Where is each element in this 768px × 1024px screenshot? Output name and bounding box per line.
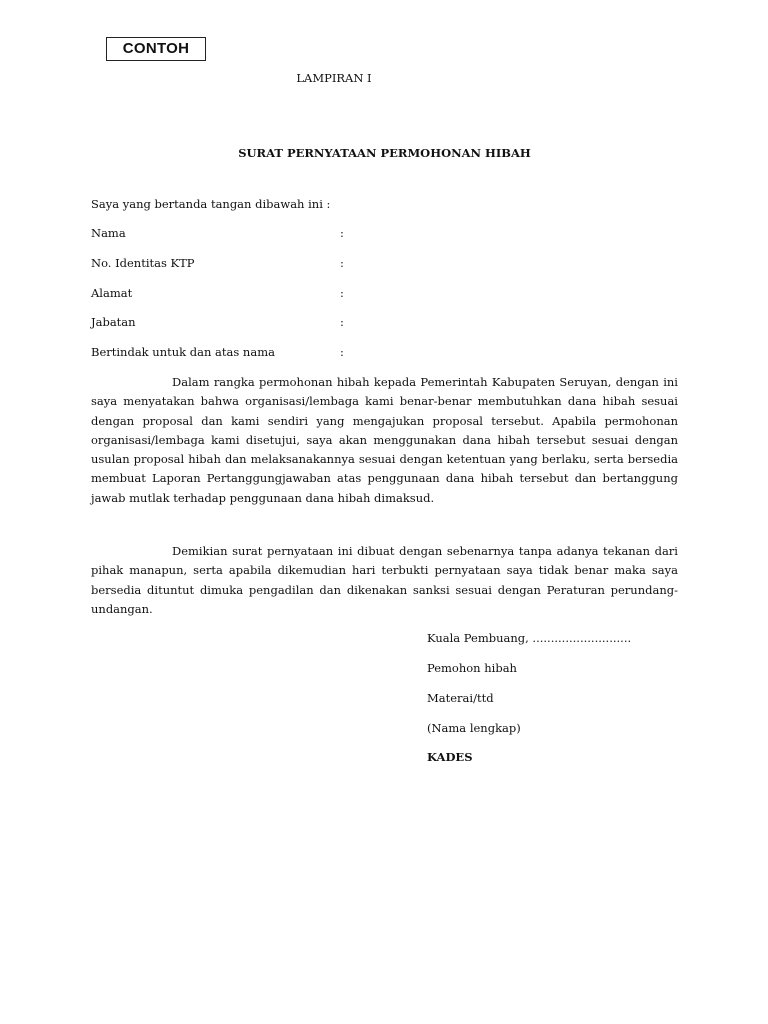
field-row-on-behalf [91,345,591,363]
place-date-line: Kuala Pembuang, ........................... [427,631,632,645]
example-badge: CONTOH [106,37,206,61]
field-colon: : [340,256,344,270]
field-label: Bertindak untuk dan atas nama [91,345,275,359]
letter-title: SURAT PERNYATAAN PERMOHONAN HIBAH [238,146,531,160]
field-label: No. Identitas KTP [91,256,195,270]
field-colon: : [340,226,344,240]
field-colon: : [340,345,344,359]
field-colon: : [340,286,344,300]
field-label: Nama [91,226,126,240]
attachment-label: LAMPIRAN I [296,71,372,85]
closing-paragraph: Demikian surat pernyataan ini dibuat dengan sebenarnya tanpa adanya tekanan dari pihak manapun, serta apabila dikemudian hari terbukti pernyataan saya tidak benar maka saya bersedia dituntut dimuka pengadilan dan dikenakan sanksi sesuai dengan Peraturan perundang-undangan. [91,544,678,616]
field-row-address [91,286,591,304]
field-label: Jabatan [91,315,136,329]
full-name-label: (Nama lengkap) [427,721,521,735]
field-colon: : [340,315,344,329]
applicant-label: Pemohon hibah [427,661,517,675]
intro-text: Saya yang bertanda tangan dibawah ini : [91,197,331,211]
field-label: Alamat [91,286,133,300]
position-label: KADES [427,750,473,764]
field-row-name [91,226,591,244]
stamp-signature-label: Materai/ttd [427,691,494,705]
field-row-position [91,315,591,333]
statement-paragraph: Dalam rangka permohonan hibah kepada Pemerintah Kabupaten Seruyan, dengan ini saya menyatakan bahwa organisasi/lembaga kami benar-benar membutuhkan dana hibah sesuai dengan proposal dan kami sendiri yang mengajukan proposal tersebut. Apabila permohonan organisasi/lembaga kami disetujui, saya akan menggunakan dana hibah tersebut sesuai dengan usulan proposal hibah dan melaksanakannya sesuai dengan ketentuan yang berlaku, serta bersedia membuat Laporan Pertanggungjawaban atas penggunaan dana hibah tersebut dan bertanggung jawab mutlak terhadap penggunaan dana hibah dimaksud. [91,375,678,505]
field-row-ktp [91,256,591,274]
